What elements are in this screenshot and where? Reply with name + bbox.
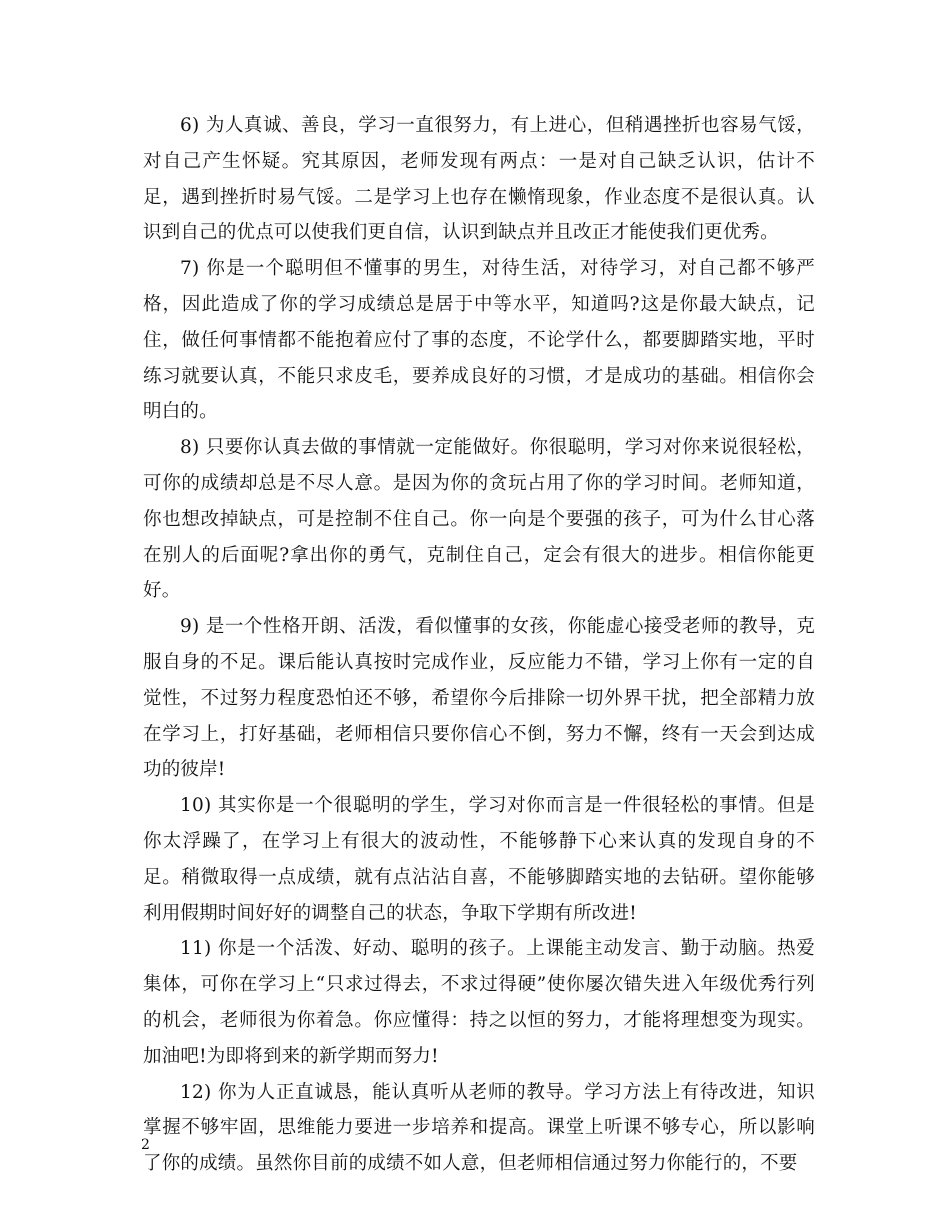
paragraph-11: 11) 你是一个活泼、好动、聪明的孩子。上课能主动发言、勤于动脑。热爱集体，可你在学习上“只求过得去，不求过得硬”使你屡次错失进入年级优秀行列的机会，老师很为你着急。你应懂得：持之以恒的努力，才能将理想变为现实。加油吧!为即将到来的新学期而努力! [143,938,815,1067]
paragraph-10: 10) 其实你是一个很聪明的学生，学习对你而言是一件很轻松的事情。但是你太浮躁了，在学习上有很大的波动性，不能够静下心来认真的发现自身的不足。稍微取得一点成绩，就有点沾沾自喜，不能够脚踏实地的去钻研。望你能够利用假期时间好好的调整自己的状态，争取下学期有所改进! [143,795,815,924]
paragraph-7: 7) 你是一个聪明但不懂事的男生，对待生活，对待学习，对自己都不够严格，因此造成了你的学习成绩总是居于中等水平，知道吗?这是你最大缺点，记住，做任何事情都不能抱着应付了事的态度，不论学什么，都要脚踏实地，平时练习就要认真，不能只求皮毛，要养成良好的习惯，才是成功的基础。相信你会明白的。 [143,258,815,423]
paragraph-9: 9) 是一个性格开朗、活泼，看似懂事的女孩，你能虚心接受老师的教导，克服自身的不足。课后能认真按时完成作业，反应能力不错，学习上你有一定的自觉性，不过努力程度恐怕还不够，希望你今后排除一切外界干扰，把全部精力放在学习上，打好基础，老师相信只要你信心不倒，努力不懈，终有一天会到达成功的彼岸! [143,616,815,781]
paragraph-8: 8) 只要你认真去做的事情就一定能做好。你很聪明，学习对你来说很轻松，可你的成绩却总是不尽人意。是因为你的贪玩占用了你的学习时间。老师知道，你也想改掉缺点，可是控制不住自己。你一向是个要强的孩子，可为什么甘心落在别人的后面呢?拿出你的勇气，克制住自己，定会有很大的进步。相信你能更好。 [143,437,815,602]
page-content [143,108,815,1182]
page-number: 2 [141,1137,150,1153]
paragraph-6: 6) 为人真诚、善良，学习一直很努力，有上进心，但稍遇挫折也容易气馁，对自己产生怀疑。究其原因，老师发现有两点：一是对自己缺乏认识，估计不足，遇到挫折时易气馁。二是学习上也存在懒惰现象，作业态度不是很认真。认识到自己的优点可以使我们更自信，认识到缺点并且改正才能使我们更优秀。 [143,115,815,244]
paragraph-12: 12) 你为人正直诚恳，能认真听从老师的教导。学习方法上有待改进，知识掌握不够牢固，思维能力要进一步培养和提高。课堂上听课不够专心，所以影响了你的成绩。虽然你目前的成绩不如人意，但老师相信通过努力你能行的，不要 [143,1081,815,1175]
